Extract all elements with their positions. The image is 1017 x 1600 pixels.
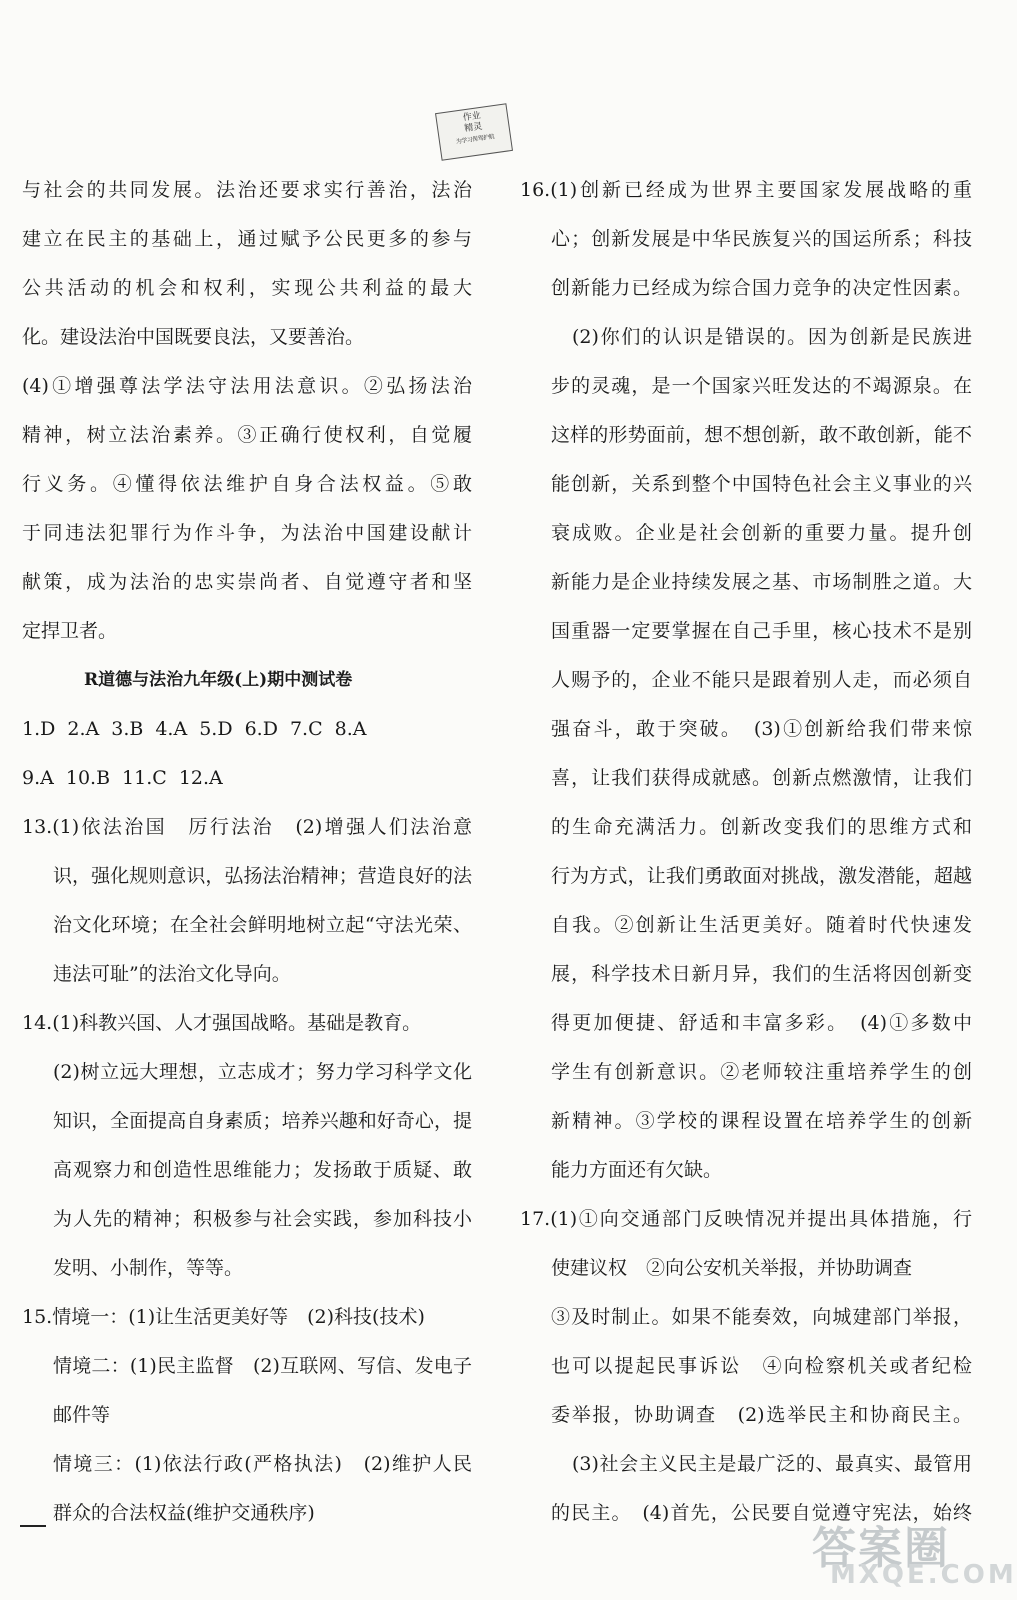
answer-item: 9.A bbox=[22, 767, 54, 789]
text-line: 为人先的精神；积极参与社会实践，参加科技小 bbox=[53, 1208, 472, 1230]
text-line: 创新能力已经成为综合国力竞争的决定性因素。 bbox=[551, 277, 972, 299]
text-line: 群众的合法权益(维护交通秩序) bbox=[53, 1502, 315, 1524]
watermark-text: 答案圈 bbox=[812, 1523, 950, 1574]
stamp-text-1: 作业 bbox=[462, 110, 482, 124]
text-line: 喜，让我们获得成就感。创新点燃激情，让我们 bbox=[551, 767, 972, 789]
text-line: 展，科学技术日新月异，我们的生活将因创新变 bbox=[551, 963, 972, 985]
answer-item: 11.C bbox=[122, 767, 167, 789]
text-line: (2)你们的认识是错误的。因为创新是民族进 bbox=[572, 326, 972, 348]
text-line: 献策，成为法治的忠实崇尚者、自觉遵守者和坚 bbox=[22, 571, 472, 593]
stamp-text-3: 为学习保驾护航 bbox=[455, 133, 495, 146]
text-line: 知识，全面提高自身素质；培养兴趣和好奇心，提 bbox=[53, 1110, 472, 1132]
right-column bbox=[520, 166, 972, 1538]
text-line: 治文化环境；在全社会鲜明地树立起“守法光荣、 bbox=[53, 914, 472, 936]
homework-stamp-logo bbox=[435, 103, 513, 161]
text-line: 新能力是企业持续发展之基、市场制胜之道。大 bbox=[551, 571, 972, 593]
text-line: 新精神。③学校的课程设置在培养学生的创新 bbox=[551, 1110, 972, 1132]
text-line: 的民主。 (4)首先，公民要自觉遵守宪法，始终 bbox=[551, 1502, 972, 1524]
answer-item: 12.A bbox=[178, 767, 223, 789]
text-line: 的生命充满活力。创新改变我们的思维方式和 bbox=[551, 816, 972, 838]
stamp-text-2: 精灵 bbox=[463, 121, 484, 135]
site-watermark-logo bbox=[812, 1512, 1017, 1592]
text-line: (2)树立远大理想，立志成才；努力学习科学文化 bbox=[53, 1061, 472, 1083]
answer-item: 1.D bbox=[22, 718, 56, 740]
text-line: (3)社会主义民主是最广泛的、最真实、最管用 bbox=[572, 1453, 972, 1475]
text-line: 邮件等 bbox=[53, 1404, 111, 1426]
text-line: 情境三：(1)依法行政(严格执法) (2)维护人民 bbox=[53, 1453, 472, 1475]
text-line: 16.(1)创新已经成为世界主要国家发展战略的重 bbox=[520, 179, 972, 201]
text-line: 发明、小制作，等等。 bbox=[53, 1257, 244, 1279]
text-line: 公共活动的机会和权利，实现公共利益的最大 bbox=[22, 277, 472, 299]
text-line: 国重器一定要掌握在自己手里，核心技术不是别 bbox=[551, 620, 972, 642]
text-line: 也可以提起民事诉讼 ④向检察机关或者纪检 bbox=[551, 1355, 972, 1377]
text-line: 步的灵魂，是一个国家兴旺发达的不竭源泉。在 bbox=[551, 375, 972, 397]
text-line: 人赐予的，企业不能只是跟着别人走，而必须自 bbox=[551, 669, 972, 691]
text-line: 识，强化规则意识，弘扬法治精神；营造良好的法 bbox=[53, 865, 472, 887]
answer-row-1 bbox=[22, 705, 472, 754]
answer-item: 5.D bbox=[199, 718, 233, 740]
text-line: 情境二：(1)民主监督 (2)互联网、写信、发电子 bbox=[53, 1355, 472, 1377]
page-corner-rule bbox=[20, 1525, 46, 1527]
answer-row-2 bbox=[22, 754, 472, 803]
text-line: 精神，树立法治素养。③正确行使权利，自觉履 bbox=[22, 424, 472, 446]
section-title: R道德与法治九年级(上)期中测试卷 bbox=[84, 670, 353, 690]
answer-item: 3.B bbox=[111, 718, 144, 740]
text-line: 行为方式，让我们勇敢面对挑战，激发潜能，超越 bbox=[551, 865, 972, 887]
answer-item: 6.D bbox=[244, 718, 278, 740]
text-line: 于同违法犯罪行为作斗争，为法治中国建设献计 bbox=[22, 522, 472, 544]
text-line: 建立在民主的基础上，通过赋予公民更多的参与 bbox=[22, 228, 472, 250]
left-column bbox=[22, 166, 472, 1538]
answer-item: 7.C bbox=[289, 718, 323, 740]
text-line: 能力方面还有欠缺。 bbox=[551, 1159, 723, 1181]
text-line: 15.情境一：(1)让生活更美好等 (2)科技(技术) bbox=[22, 1306, 425, 1328]
text-line: 违法可耻”的法治文化导向。 bbox=[53, 963, 291, 985]
text-line: ③及时制止。如果不能奏效，向城建部门举报， bbox=[551, 1306, 972, 1328]
text-line: 化。建设法治中国既要良法，又要善治。 bbox=[22, 326, 365, 348]
text-line: 使建议权 ②向公安机关举报，并协助调查 bbox=[551, 1257, 913, 1279]
text-line: 与社会的共同发展。法治还要求实行善治，法治 bbox=[22, 179, 472, 201]
answer-item: 8.A bbox=[334, 718, 367, 740]
answer-item: 4.A bbox=[155, 718, 188, 740]
text-line: 13.(1)依法治国 厉行法治 (2)增强人们法治意 bbox=[22, 816, 472, 838]
answer-item: 2.A bbox=[67, 718, 100, 740]
text-line: 衰成败。企业是社会创新的重要力量。提升创 bbox=[551, 522, 972, 544]
text-line: 委举报，协助调查 (2)选举民主和协商民主。 bbox=[551, 1404, 972, 1426]
answer-item: 10.B bbox=[65, 767, 111, 789]
text-line: 自我。②创新让生活更美好。随着时代快速发 bbox=[551, 914, 972, 936]
text-line: 定捍卫者。 bbox=[22, 620, 118, 642]
text-line: (4)①增强尊法学法守法用法意识。②弘扬法治 bbox=[22, 375, 472, 397]
text-line: 高观察力和创造性思维能力；发扬敢于质疑、敢 bbox=[53, 1159, 472, 1181]
text-line: 行义务。④懂得依法维护自身合法权益。⑤敢 bbox=[22, 473, 472, 495]
text-line: 这样的形势面前，想不想创新，敢不敢创新，能不 bbox=[551, 424, 972, 446]
text-line: 强奋斗，敢于突破。 (3)①创新给我们带来惊 bbox=[551, 718, 972, 740]
text-line: 能创新，关系到整个中国特色社会主义事业的兴 bbox=[551, 473, 972, 495]
text-line: 心；创新发展是中华民族复兴的国运所系；科技 bbox=[551, 228, 972, 250]
text-line: 学生有创新意识。②老师较注重培养学生的创 bbox=[551, 1061, 972, 1083]
text-line: 14.(1)科教兴国、人才强国战略。基础是教育。 bbox=[22, 1012, 422, 1034]
watermark-url: MXQE.COM bbox=[830, 1560, 1017, 1590]
text-line: 得更加便捷、舒适和丰富多彩。 (4)①多数中 bbox=[551, 1012, 972, 1034]
text-line: 17.(1)①向交通部门反映情况并提出具体措施，行 bbox=[520, 1208, 972, 1230]
